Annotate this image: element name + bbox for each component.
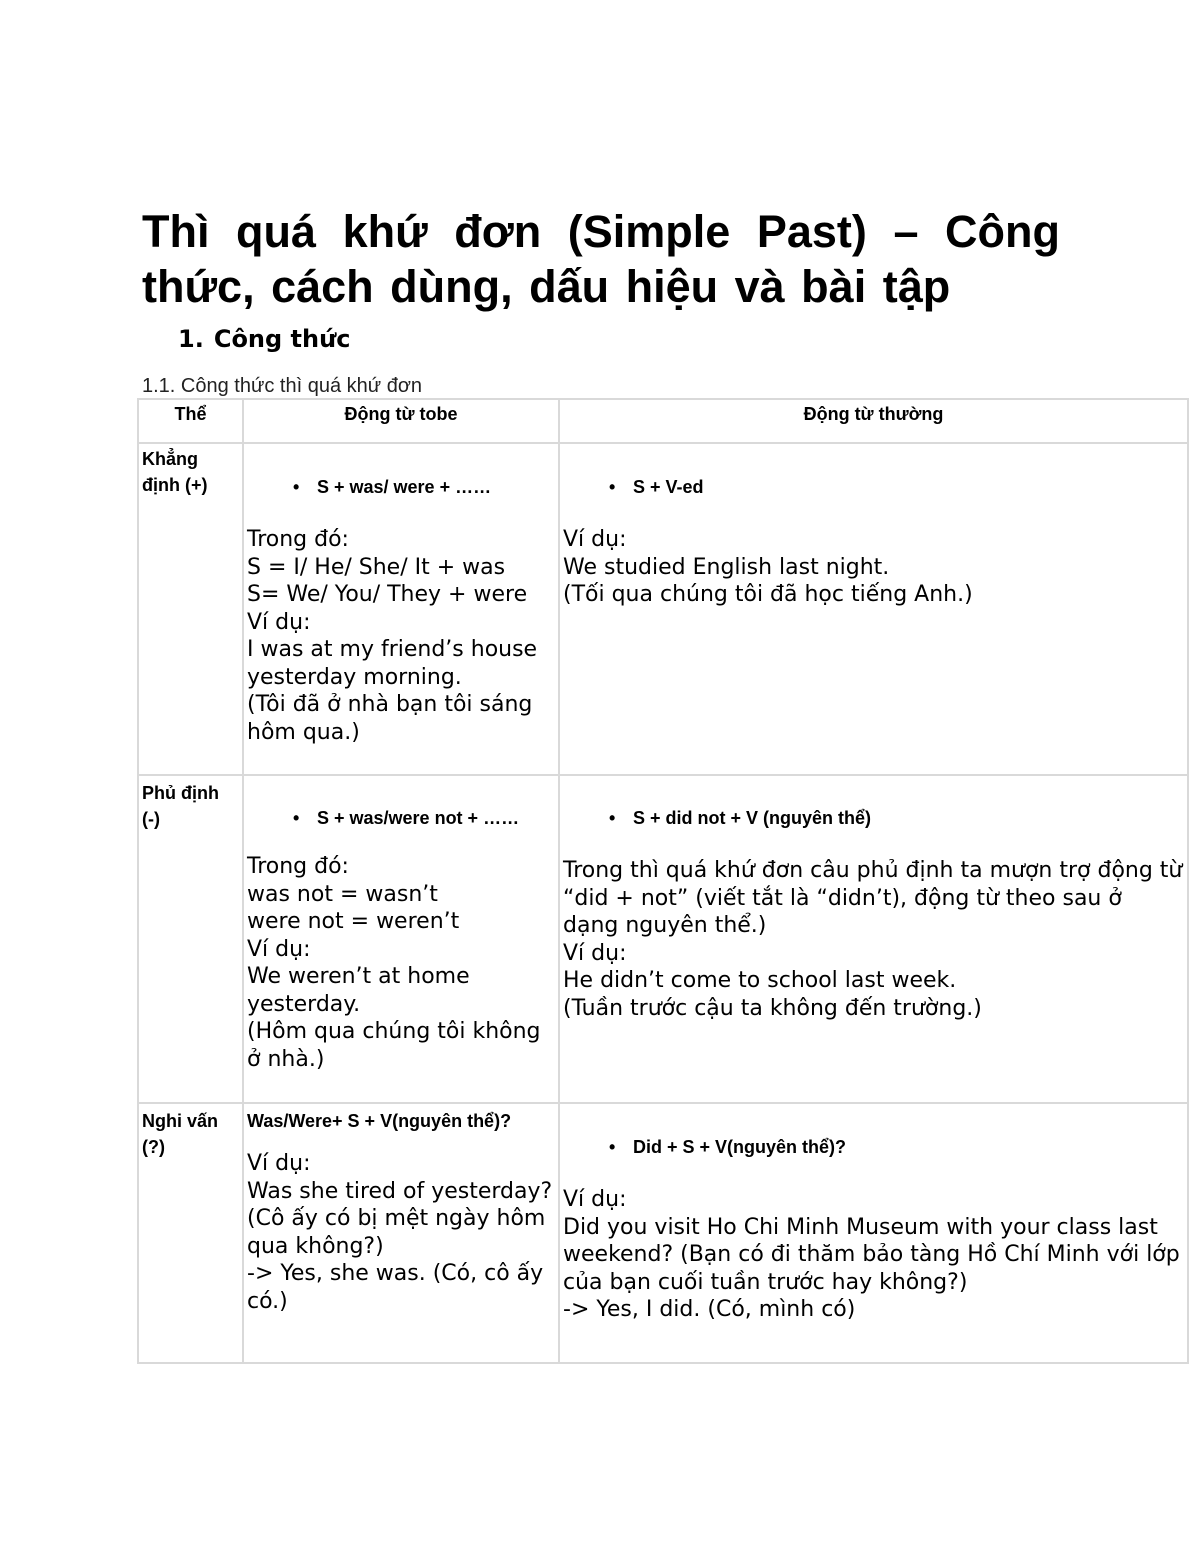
section-text: Công thức — [213, 325, 351, 353]
row-label: Nghi vấn (?) — [142, 1111, 219, 1157]
regular-cell — [559, 1103, 1188, 1363]
row-label-cell — [138, 775, 243, 1103]
tobe-explanation — [247, 1150, 555, 1315]
tobe-cell — [243, 1103, 559, 1363]
text-line: S = I/ He/ She/ It + was — [247, 554, 506, 580]
section-number: 1. — [178, 325, 204, 353]
regular-explanation — [563, 857, 1184, 1022]
text-line: -> Yes, she was. (Có, cô ấy có.) — [247, 1261, 544, 1314]
table-row — [138, 775, 1188, 1103]
text-line: were not = weren’t — [247, 909, 460, 934]
text-line: He didn’t come to school last week. — [563, 968, 957, 993]
text-line: was not = wasn’t — [247, 881, 438, 907]
text-line: Trong đó: — [247, 854, 349, 879]
regular-cell — [559, 775, 1188, 1103]
tobe-explanation — [247, 853, 555, 1073]
text-line: We studied English last night. — [563, 554, 890, 580]
text-line: Ví dụ: — [563, 1187, 627, 1212]
text-line: -> Yes, I did. (Có, mình có) — [563, 1297, 856, 1322]
row-label-cell — [138, 1103, 243, 1363]
regular-explanation — [563, 526, 1184, 609]
tobe-formula: • S + was/ were + …… — [317, 474, 555, 500]
text-line: Was she tired of yesterday? (Cô ấy có bị mệt ngày hôm qua không?) — [247, 1178, 553, 1259]
formula-list — [247, 805, 555, 831]
regular-formula: • S + V-ed — [633, 474, 1184, 500]
regular-explanation — [563, 1186, 1184, 1324]
formula-list — [563, 1134, 1184, 1160]
text-line: (Hôm qua chúng tôi không ở nhà.) — [247, 1019, 541, 1072]
formula-list — [563, 805, 1184, 831]
row-label-cell — [138, 443, 243, 775]
header-form: Thể — [138, 399, 243, 443]
regular-cell — [559, 443, 1188, 775]
row-label: Khẳng định (+) — [142, 449, 208, 495]
tobe-formula: • S + was/were not + …… — [317, 805, 555, 831]
table-row — [138, 1103, 1188, 1363]
text-line: S= We/ You/ They + were — [247, 582, 528, 607]
formula-table — [137, 398, 1189, 1364]
text-line: Ví dụ: — [247, 1151, 311, 1176]
formula-list — [247, 474, 555, 500]
text-line: Ví dụ: — [247, 609, 311, 635]
formula-list — [563, 474, 1184, 500]
text-line: Trong đó: — [247, 527, 349, 552]
tobe-formula: Was/Were+ S + V(nguyên thể)? — [247, 1111, 512, 1131]
page-title: Thì quá khứ đơn (Simple Past) – Công thức, cách dùng, dấu hiệu và bài tập — [142, 206, 1060, 312]
text-line: Ví dụ: — [563, 527, 627, 552]
text-line: Ví dụ: — [563, 940, 627, 966]
text-line: Ví dụ: — [247, 936, 311, 962]
tobe-explanation — [247, 526, 555, 746]
text-line: (Tôi đã ở nhà bạn tôi sáng hôm qua.) — [247, 692, 533, 745]
tobe-cell — [243, 443, 559, 775]
text-line: (Tuần trước cậu ta không đến trường.) — [563, 995, 982, 1021]
text-line: I was at my friend’s house yesterday morning. — [247, 637, 538, 690]
text-line: We weren’t at home yesterday. — [247, 964, 470, 1017]
regular-formula: • Did + S + V(nguyên thể)? — [633, 1134, 1184, 1160]
header-tobe: Động từ tobe — [243, 399, 559, 443]
table-row — [138, 443, 1188, 775]
header-regular: Động từ thường — [559, 399, 1188, 443]
regular-formula: • S + did not + V (nguyên thể) — [633, 805, 1184, 831]
tobe-cell — [243, 775, 559, 1103]
subsection-heading: 1.1. Công thức thì quá khứ đơn — [142, 375, 423, 397]
text-line: (Tối qua chúng tôi đã học tiếng Anh.) — [563, 582, 973, 607]
text-line: Trong thì quá khứ đơn câu phủ định ta mượn trợ động từ “did + not” (viết tắt là “didn’t), động từ theo sau ở dạng nguyên thể.) — [563, 858, 1183, 938]
row-label: Phủ định (-) — [142, 783, 219, 829]
text-line: Did you visit Ho Chi Minh Museum with your class last weekend? (Bạn có đi thăm bảo tàng Hồ Chí Minh với lớp của bạn cuối tuần trước hay không?) — [563, 1214, 1180, 1295]
table-header-row — [138, 399, 1188, 443]
section-heading — [178, 322, 350, 356]
